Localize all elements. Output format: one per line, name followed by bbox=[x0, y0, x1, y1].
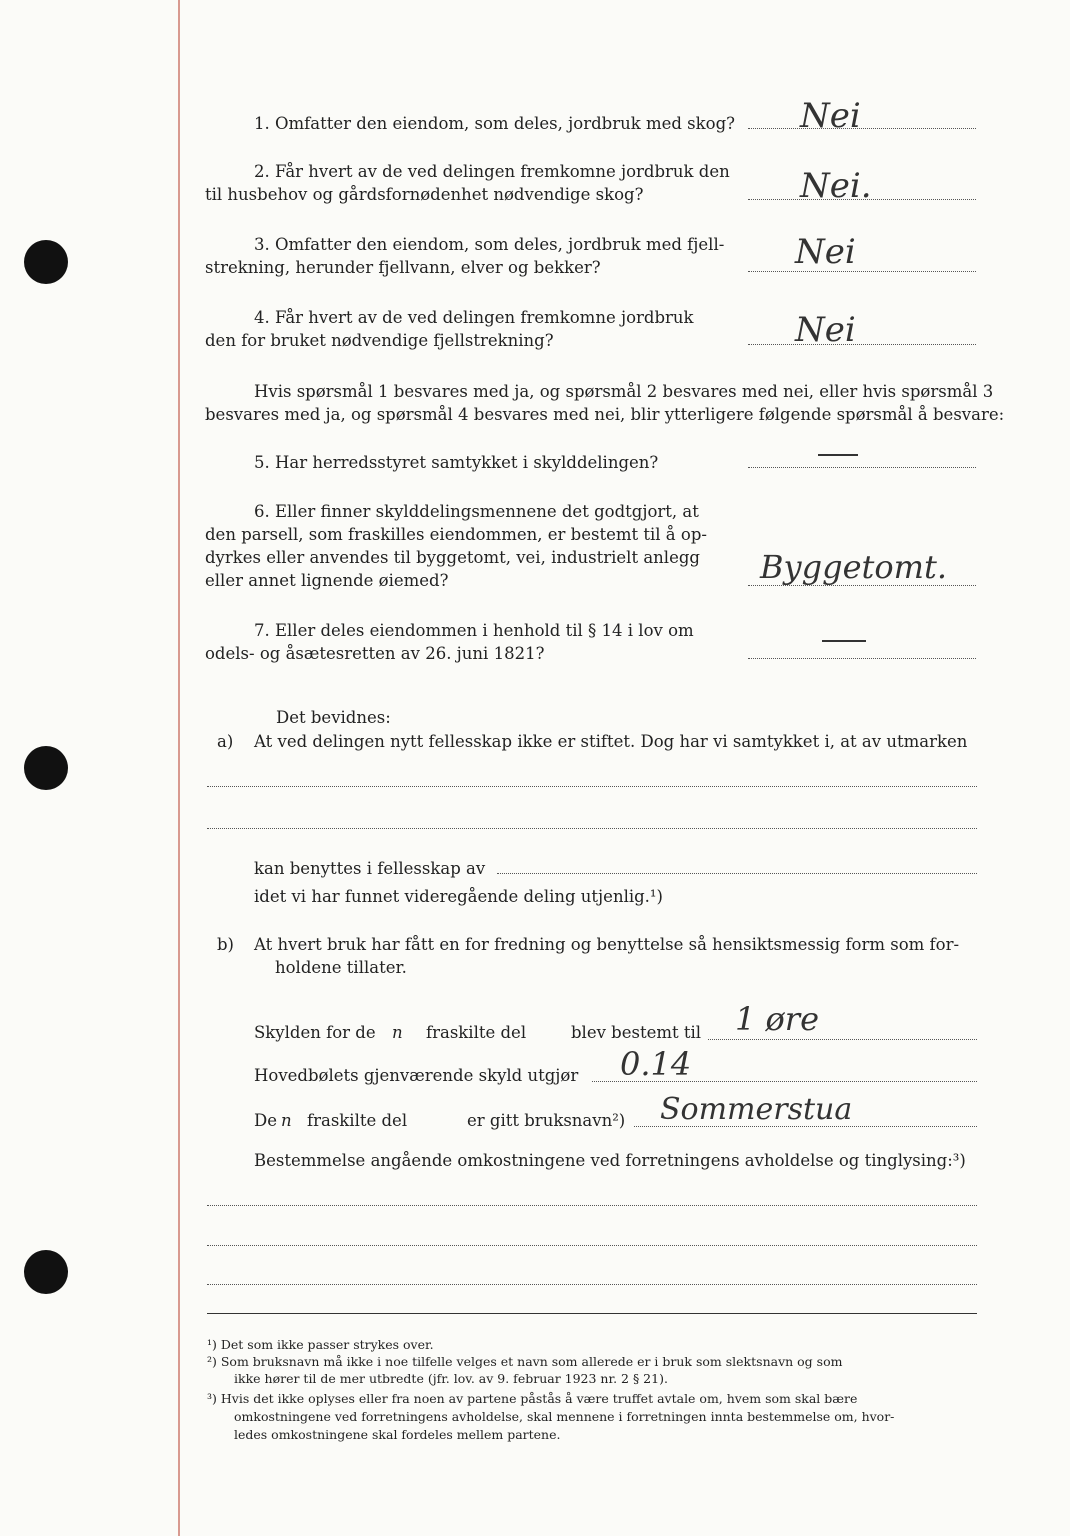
certify-heading: Det bevidnes: bbox=[276, 708, 391, 727]
skyld-label-a: Skylden for de bbox=[254, 1023, 376, 1042]
footnote-separator bbox=[207, 1313, 977, 1314]
hovedbol-answer: 0.14 bbox=[620, 1045, 692, 1083]
idet-text: idet vi har funnet videregående deling utjenlig.¹) bbox=[254, 887, 663, 906]
answer-line bbox=[748, 344, 976, 345]
question-6-line4: eller annet lignende øiemed? bbox=[205, 571, 449, 590]
question-7-line1: 7. Eller deles eiendommen i henhold til § 14 i lov om bbox=[254, 621, 694, 640]
answer-7 bbox=[822, 640, 866, 642]
bruksnavn-hand-n: n bbox=[281, 1111, 292, 1130]
item-b-label: b) bbox=[217, 935, 234, 954]
blank-line bbox=[207, 1245, 977, 1246]
blank-line bbox=[207, 786, 977, 787]
answer-5 bbox=[818, 454, 858, 456]
answer-2: Nei. bbox=[800, 166, 872, 206]
footnote-3-line3: ledes omkostningene skal fordeles mellem partene. bbox=[234, 1427, 561, 1442]
footnote-1: ¹) Det som ikke passer strykes over. bbox=[207, 1337, 434, 1352]
bruksnavn-answer: Sommerstua bbox=[660, 1092, 853, 1127]
blank-line bbox=[207, 1284, 977, 1285]
question-5: 5. Har herredsstyret samtykket i skylddelingen? bbox=[254, 453, 659, 472]
intro-line1: Hvis spørsmål 1 besvares med ja, og spørsmål 2 besvares med nei, eller hvis spørsmål 3 bbox=[254, 382, 994, 401]
question-2-line2: til husbehov og gårdsfornødenhet nødvendige skog? bbox=[205, 185, 644, 204]
skyld-label-b: fraskilte del bbox=[426, 1023, 527, 1042]
answer-6: Byggetomt. bbox=[760, 548, 947, 586]
punch-hole bbox=[24, 240, 68, 284]
kan-benyttes-text: kan benyttes i fellesskap av bbox=[254, 859, 486, 878]
hovedbol-label: Hovedbølets gjenværende skyld utgjør bbox=[254, 1066, 579, 1085]
footnote-3-line1: ³) Hvis det ikke oplyses eller fra noen av partene påstås å være truffet avtale om, hvem som skal bære bbox=[207, 1391, 858, 1406]
question-7-line2: odels- og åsætesretten av 26. juni 1821? bbox=[205, 644, 545, 663]
answer-line bbox=[748, 467, 976, 468]
blank-line bbox=[497, 873, 977, 874]
footnote-2-line2: ikke hører til de mer utbredte (jfr. lov. av 9. februar 1923 nr. 2 § 21). bbox=[234, 1371, 668, 1386]
answer-line bbox=[748, 128, 976, 129]
question-4-line2: den for bruket nødvendige fjellstrekning? bbox=[205, 331, 554, 350]
blank-line bbox=[207, 1205, 977, 1206]
question-6-line1: 6. Eller finner skylddelingsmennene det godtgjort, at bbox=[254, 502, 699, 521]
item-b-line2: holdene tillater. bbox=[275, 958, 407, 977]
item-b-line1: At hvert bruk har fått en for fredning og benyttelse så hensiktsmessig form som for- bbox=[254, 935, 960, 954]
bruksnavn-label-b: fraskilte del bbox=[307, 1111, 408, 1130]
punch-hole bbox=[24, 746, 68, 790]
skyld-answer: 1 øre bbox=[735, 1000, 820, 1038]
answer-1: Nei bbox=[800, 96, 861, 136]
question-6-line2: den parsell, som fraskilles eiendommen, er bestemt til å op- bbox=[205, 525, 707, 544]
question-6-line3: dyrkes eller anvendes til byggetomt, vei, industrielt anlegg bbox=[205, 548, 700, 567]
omkostninger-label: Bestemmelse angående omkostningene ved forretningens avholdelse og tinglysing:³) bbox=[254, 1151, 966, 1170]
skyld-label-c: blev bestemt til bbox=[571, 1023, 702, 1042]
answer-line bbox=[748, 271, 976, 272]
footnote-3-line2: omkostningene ved forretningens avholdelse, skal mennene i forretningen innta bestemmelse om, hvor- bbox=[234, 1409, 895, 1424]
intro-line2: besvares med ja, og spørsmål 4 besvares med nei, blir ytterligere følgende spørsmål å besvare: bbox=[205, 405, 1005, 424]
question-4-line1: 4. Får hvert av de ved delingen fremkomne jordbruk bbox=[254, 308, 694, 327]
answer-3: Nei bbox=[795, 232, 856, 272]
item-a-label: a) bbox=[217, 732, 234, 751]
bruksnavn-label-c: er gitt bruksnavn²) bbox=[467, 1111, 626, 1130]
question-3-line1: 3. Omfatter den eiendom, som deles, jordbruk med fjell- bbox=[254, 235, 725, 254]
skyld-hand-n: n bbox=[392, 1023, 403, 1042]
footnote-2-line1: ²) Som bruksnavn må ikke i noe tilfelle velges et navn som allerede er i bruk som slektsnavn og som bbox=[207, 1354, 843, 1369]
blank-line bbox=[207, 828, 977, 829]
bruksnavn-label-a: De bbox=[254, 1111, 277, 1130]
answer-4: Nei bbox=[795, 310, 856, 350]
punch-hole bbox=[24, 1250, 68, 1294]
margin-rule bbox=[178, 0, 180, 1536]
answer-line bbox=[708, 1039, 977, 1040]
question-2-line1: 2. Får hvert av de ved delingen fremkomne jordbruk den bbox=[254, 162, 730, 181]
answer-line bbox=[748, 658, 976, 659]
item-a-text: At ved delingen nytt fellesskap ikke er stiftet. Dog har vi samtykket i, at av utmarken bbox=[254, 732, 968, 751]
question-1: 1. Omfatter den eiendom, som deles, jordbruk med skog? bbox=[254, 114, 735, 133]
question-3-line2: strekning, herunder fjellvann, elver og bekker? bbox=[205, 258, 601, 277]
